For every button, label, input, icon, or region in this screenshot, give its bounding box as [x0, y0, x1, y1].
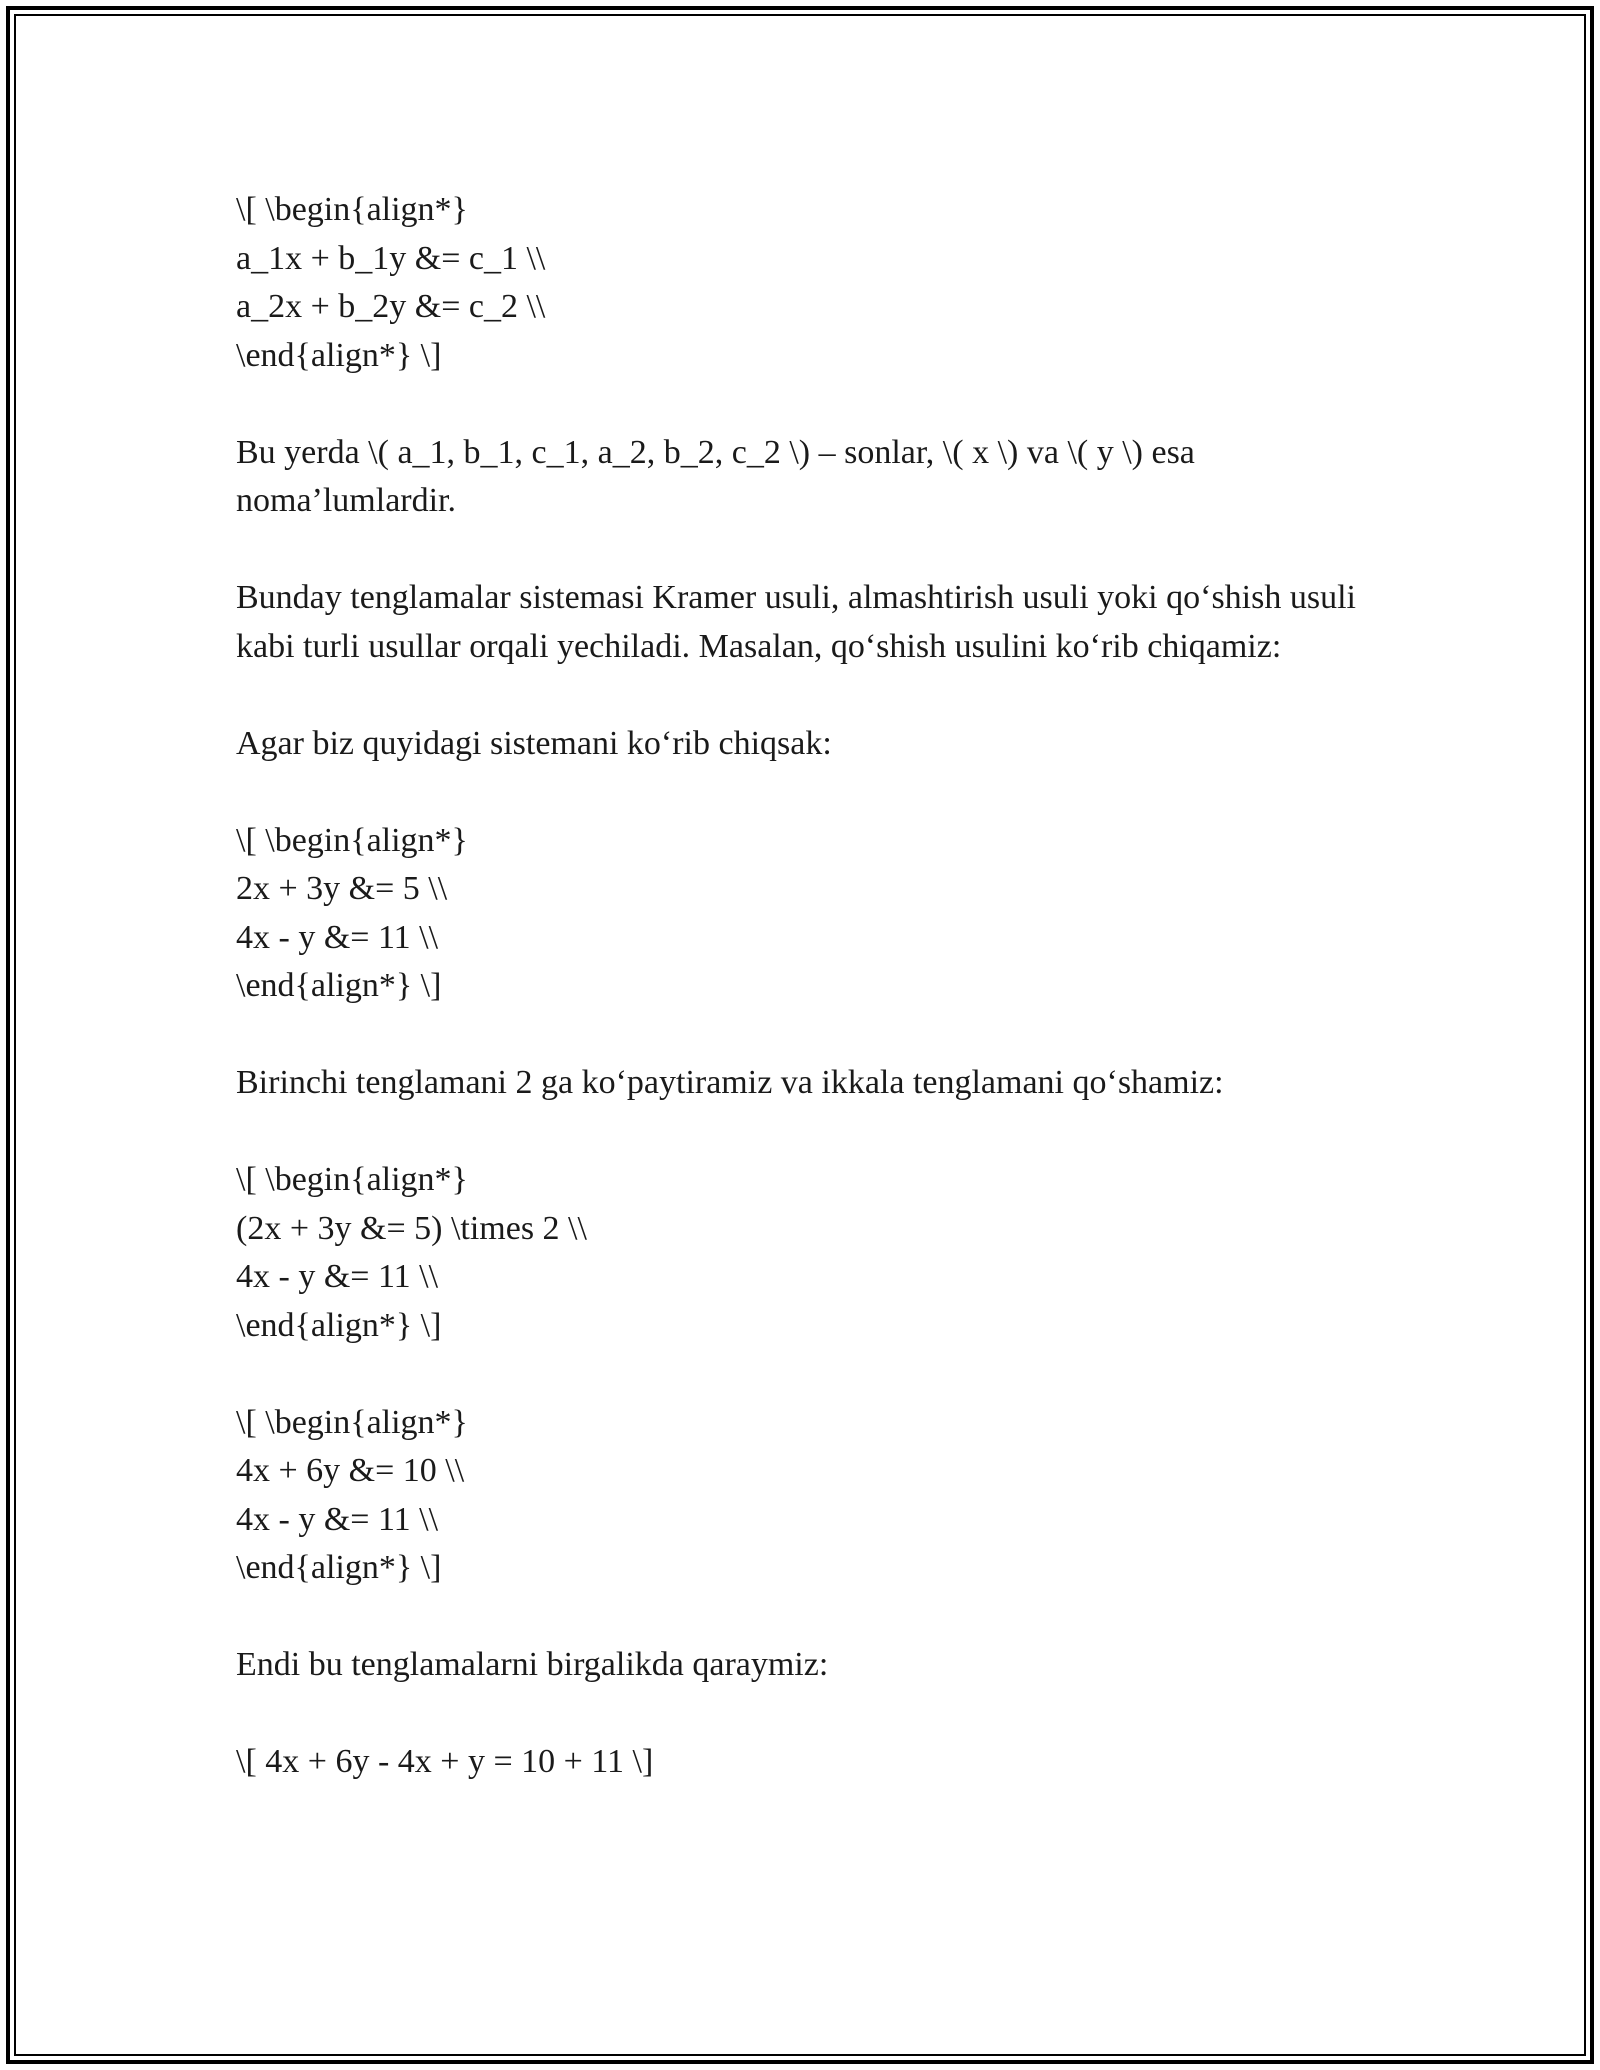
math-line: \end{align*} \]	[236, 1306, 442, 1344]
paragraph-text: Endi bu tenglamalarni birgalikda qaraymiz:	[236, 1646, 829, 1683]
math-line: \end{align*} \]	[236, 1549, 442, 1586]
paragraph	[236, 1641, 1386, 1690]
math-line: 2x + 3y &= 5 \\	[236, 870, 448, 907]
math-line: \[ 4x + 6y - 4x + y = 10 + 11 \]	[236, 1743, 654, 1780]
math-line: a_2x + b_2y &= c_2 \\	[236, 288, 546, 325]
paragraph-text: Birinchi tenglamani 2 ga ko‘paytiramiz va ikkala tenglamani qo‘shamiz:	[236, 1064, 1224, 1101]
math-line: 4x - y &= 11 \\	[236, 918, 439, 956]
document-body	[236, 186, 1386, 1835]
math-line: \[ \begin{align*}	[236, 191, 468, 228]
paragraph-text: Bunday tenglamalar sistemasi Kramer usuli, almashtirish usuli yoki qo‘shish usuli kabi turli usullar orqali yechiladi. Masalan, qo‘shish usulini ko‘rib chiqamiz:	[236, 579, 1356, 665]
paragraph-text: Bu yerda \( a_1, b_1, c_1, a_2, b_2, c_2 \) – sonlar, \( x \) va \( y \) esa noma’lumlardir.	[236, 433, 1195, 519]
math-block	[236, 1399, 1386, 1593]
math-line: \[ \begin{align*}	[236, 1403, 468, 1441]
math-line: 4x + 6y &= 10 \\	[236, 1452, 465, 1489]
paragraph	[236, 720, 1386, 769]
math-line: \[ \begin{align*}	[236, 821, 468, 859]
math-block	[236, 817, 1386, 1011]
math-block	[236, 1738, 1386, 1787]
math-line: \[ \begin{align*}	[236, 1161, 468, 1198]
paragraph	[236, 1059, 1386, 1108]
paragraph	[236, 574, 1386, 671]
math-line: \end{align*} \]	[236, 336, 442, 374]
math-block	[236, 186, 1386, 380]
math-line: (2x + 3y &= 5) \times 2 \\	[236, 1209, 587, 1247]
paragraph	[236, 429, 1386, 526]
math-block	[236, 1156, 1386, 1350]
paragraph-text: Agar biz quyidagi sistemani ko‘rib chiqsak:	[236, 724, 832, 762]
math-line: \end{align*} \]	[236, 967, 442, 1004]
math-line: a_1x + b_1y &= c_1 \\	[236, 239, 546, 277]
math-line: 4x - y &= 11 \\	[236, 1258, 439, 1295]
math-line: 4x - y &= 11 \\	[236, 1500, 439, 1538]
